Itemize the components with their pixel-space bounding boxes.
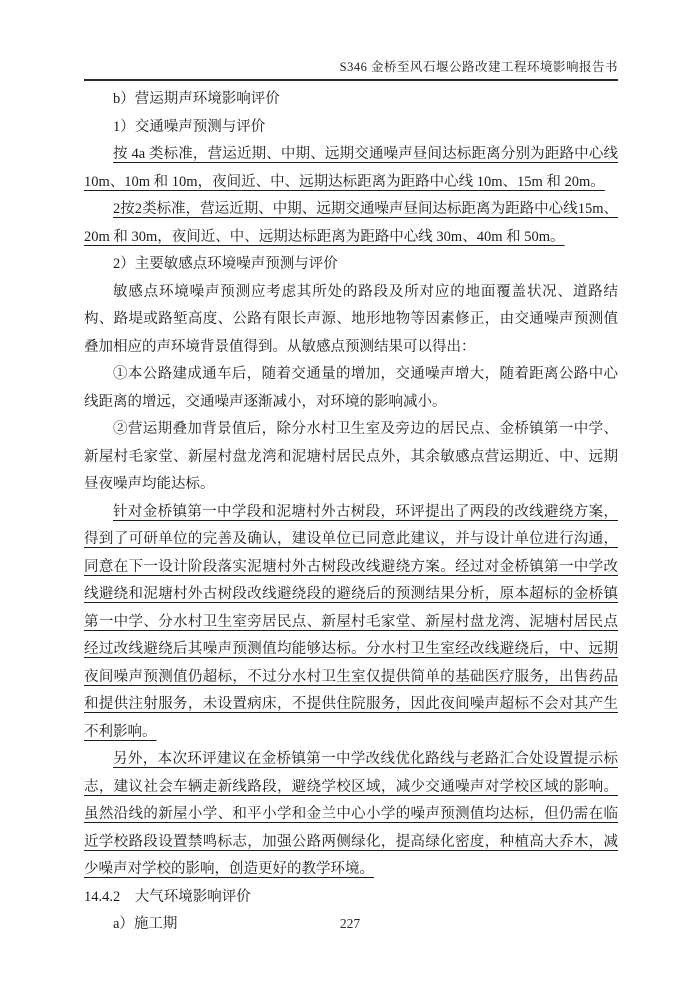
subheading-b-operation-noise: b）营运期声环境影响评价 — [113, 91, 280, 107]
paragraph-sensitive-prediction: 敏感点环境噪声预测应考虑其所处的路段及所对应的地面覆盖状况、道路结构、路堤或路堑高度、公路有限长声源、地形地物等因素修正，由交通噪声预测值叠加相应的声环境背景值得到。从敏感点预测结果可以得出： — [84, 283, 618, 355]
section-heading-14-4-2-air-environment: 14.4.2 大气环境影响评价 — [84, 888, 251, 905]
paragraph-reroute-plan: 针对金桥镇第一中学段和泥塘村外古树段，环评提出了两段的改线避绕方案，得到了可研单位的完善及确认，建设单位已同意此建议，并与设计单位进行沟通，同意在下一设计阶段落实泥塘村外古树段改线避绕方案。经过对金桥镇第一中学改线避绕和泥塘村外古树段改线避绕段的避绕后的预测结果分析，原本超标的金桥镇第一中学、分水村卫生室旁居民点、新屋村毛家堂、新屋村盘龙湾、泥塘村居民点经过改线避绕后其噪声预测值均能够达标。分水村卫生室经改线避绕后，中、远期夜间噪声预测值仍超标，不过分水村卫生室仅提供简单的基础医疗服务，出售药品和提供注射服务，未设置病床，不提供住院服务，因此夜间噪声超标不会对其产生不利影响。 — [84, 503, 618, 740]
subheading-1-traffic-noise: 1）交通噪声预测与评价 — [113, 118, 266, 135]
subheading-2-sensitive-points: 2）主要敏感点环境噪声预测与评价 — [113, 256, 338, 272]
paragraph-class2-standard: 2按2类标准，营运近期、中期、远期交通噪声昼间达标距离为距路中心线15m、20m 和 30m，夜间近、中、远期达标距离为距路中心线 30m、40m 和 50m。 — [84, 201, 618, 245]
page-footer — [0, 916, 700, 932]
paragraph-4a-standard: 按 4a 类标准，营运近期、中期、远期交通噪声昼间达标距离分别为距路中心线 10m、10m 和 10m，夜间近、中、远期达标距离为距路中心线 10m、15m 和 20m。 — [84, 146, 618, 190]
paragraph-item-1-traffic-growth: ①本公路建成通车后，随着交通量的增加，交通噪声增大，随着距离公路中心线距离的增远，交通噪声逐渐减小，对环境的影响减小。 — [84, 366, 618, 410]
page-header — [84, 57, 618, 81]
paragraph-item-2-background-overlay: ②营运期叠加背景值后，除分水村卫生室及旁边的居民点、金桥镇第一中学、新屋村毛家堂、新屋村盘龙湾和泥塘村居民点外，其余敏感点营运期近、中、远期昼夜噪声均能达标。 — [84, 421, 618, 492]
document-body — [84, 86, 618, 939]
page-number: 227 — [339, 916, 361, 931]
header-title: S346 金桥至风石堰公路改建工程环境影响报告书 — [339, 60, 618, 74]
subheading-a-construction-period: a）施工期 — [113, 916, 178, 932]
paragraph-additional-suggestions: 另外，本次环评建议在金桥镇第一中学改线优化路线与老路汇合处设置提示标志，建议社会车辆走新线路段，避绕学校区域，减少交通噪声对学校区域的影响。虽然沿线的新屋小学、和平小学和金兰中心小学的噪声预测值均达标，但仍需在临近学校路段设置禁鸣标志，加强公路两侧绿化，提高绿化密度，种植高大乔木，减少噪声对学校的影响，创造更好的教学环境。 — [84, 751, 618, 877]
